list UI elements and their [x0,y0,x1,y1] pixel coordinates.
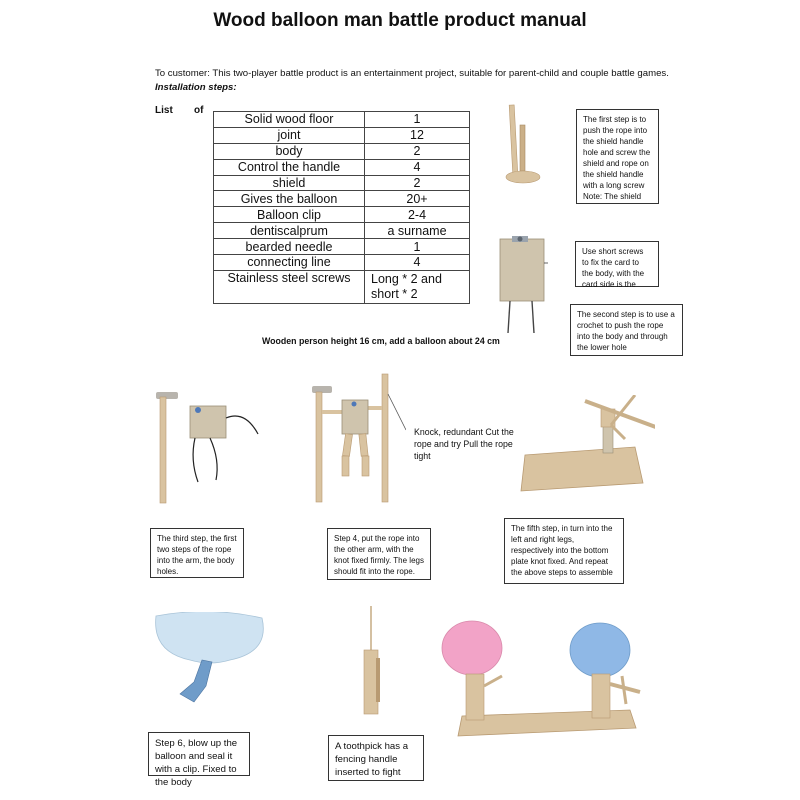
step4-photo [306,370,406,505]
note-card: Use short screws to fix the card to the body, with the card side is the [575,241,659,287]
note-step2: The second step is to use a crochet to push the rope into the body and through the lower hole [570,304,683,356]
note-step1: The first step is to push the rope into the shield handle hole and screw the shield and rope on the shield handle with a long screw Note: The shield [576,109,659,204]
part-name: Balloon clip [214,207,365,223]
part-name: dentiscalprum [214,223,365,239]
note-step5: The fifth step, in turn into the left and right legs, respectively into the bottom plate knot fixed. And repeat the above steps to assemble [504,518,624,584]
note-toothpick: A toothpick has a fencing handle inserted to fight [328,735,424,781]
finished-battle-photo [440,620,650,740]
step5-photo [515,395,655,495]
table-row [214,223,470,239]
part-qty: 1 [365,112,470,128]
part-qty: a surname [365,223,470,239]
part-name: Control the handle [214,159,365,175]
body-card-photo [496,233,548,333]
parts-table [213,111,470,304]
part-qty: 2 [365,143,470,159]
shield-handle-photo [500,103,550,185]
part-name: Gives the balloon [214,191,365,207]
part-qty: 4 [365,159,470,175]
note-step4: Step 4, put the rope into the other arm, with the knot fixed firmly. The legs should fit into the rope. [327,528,431,580]
part-name: bearded needle [214,239,365,255]
table-row [214,207,470,223]
table-row [214,191,470,207]
note-step3: The third step, the first two steps of the rope into the arm, the body holes. [150,528,244,578]
table-row [214,255,470,271]
part-qty: 2-4 [365,207,470,223]
part-qty: 4 [365,255,470,271]
part-name: connecting line [214,255,365,271]
intro-body: To customer: This two-player battle product is an entertainment project, suitable for parent-child and couple battle games. [155,68,669,79]
table-row [214,159,470,175]
part-qty: Long * 2 and short * 2 [365,270,470,303]
part-name: Solid wood floor [214,112,365,128]
table-row [214,270,470,303]
list-label: List [155,105,173,116]
height-note: Wooden person height 16 cm, add a balloon about 24 cm [262,336,500,346]
table-row [214,127,470,143]
balloon-clip-photo [150,612,270,707]
page-title: Wood balloon man battle product manual [213,10,587,31]
intro-text [155,67,675,95]
part-name: joint [214,127,365,143]
part-qty: 12 [365,127,470,143]
table-row [214,112,470,128]
toothpick-handle-photo [356,606,388,716]
part-qty: 1 [365,239,470,255]
installation-steps-label: Installation steps: [155,82,237,93]
note-step6: Step 6, blow up the balloon and seal it with a clip. Fixed to the body [148,732,250,776]
part-qty: 2 [365,175,470,191]
step3-photo [150,390,260,505]
part-name: body [214,143,365,159]
part-name: Stainless steel screws [214,270,365,303]
list-of-label: of [194,105,204,116]
table-row [214,143,470,159]
table-row [214,175,470,191]
part-qty: 20+ [365,191,470,207]
part-name: shield [214,175,365,191]
table-row [214,239,470,255]
knock-note: Knock, redundant Cut the rope and try Pull the rope tight [414,427,514,461]
